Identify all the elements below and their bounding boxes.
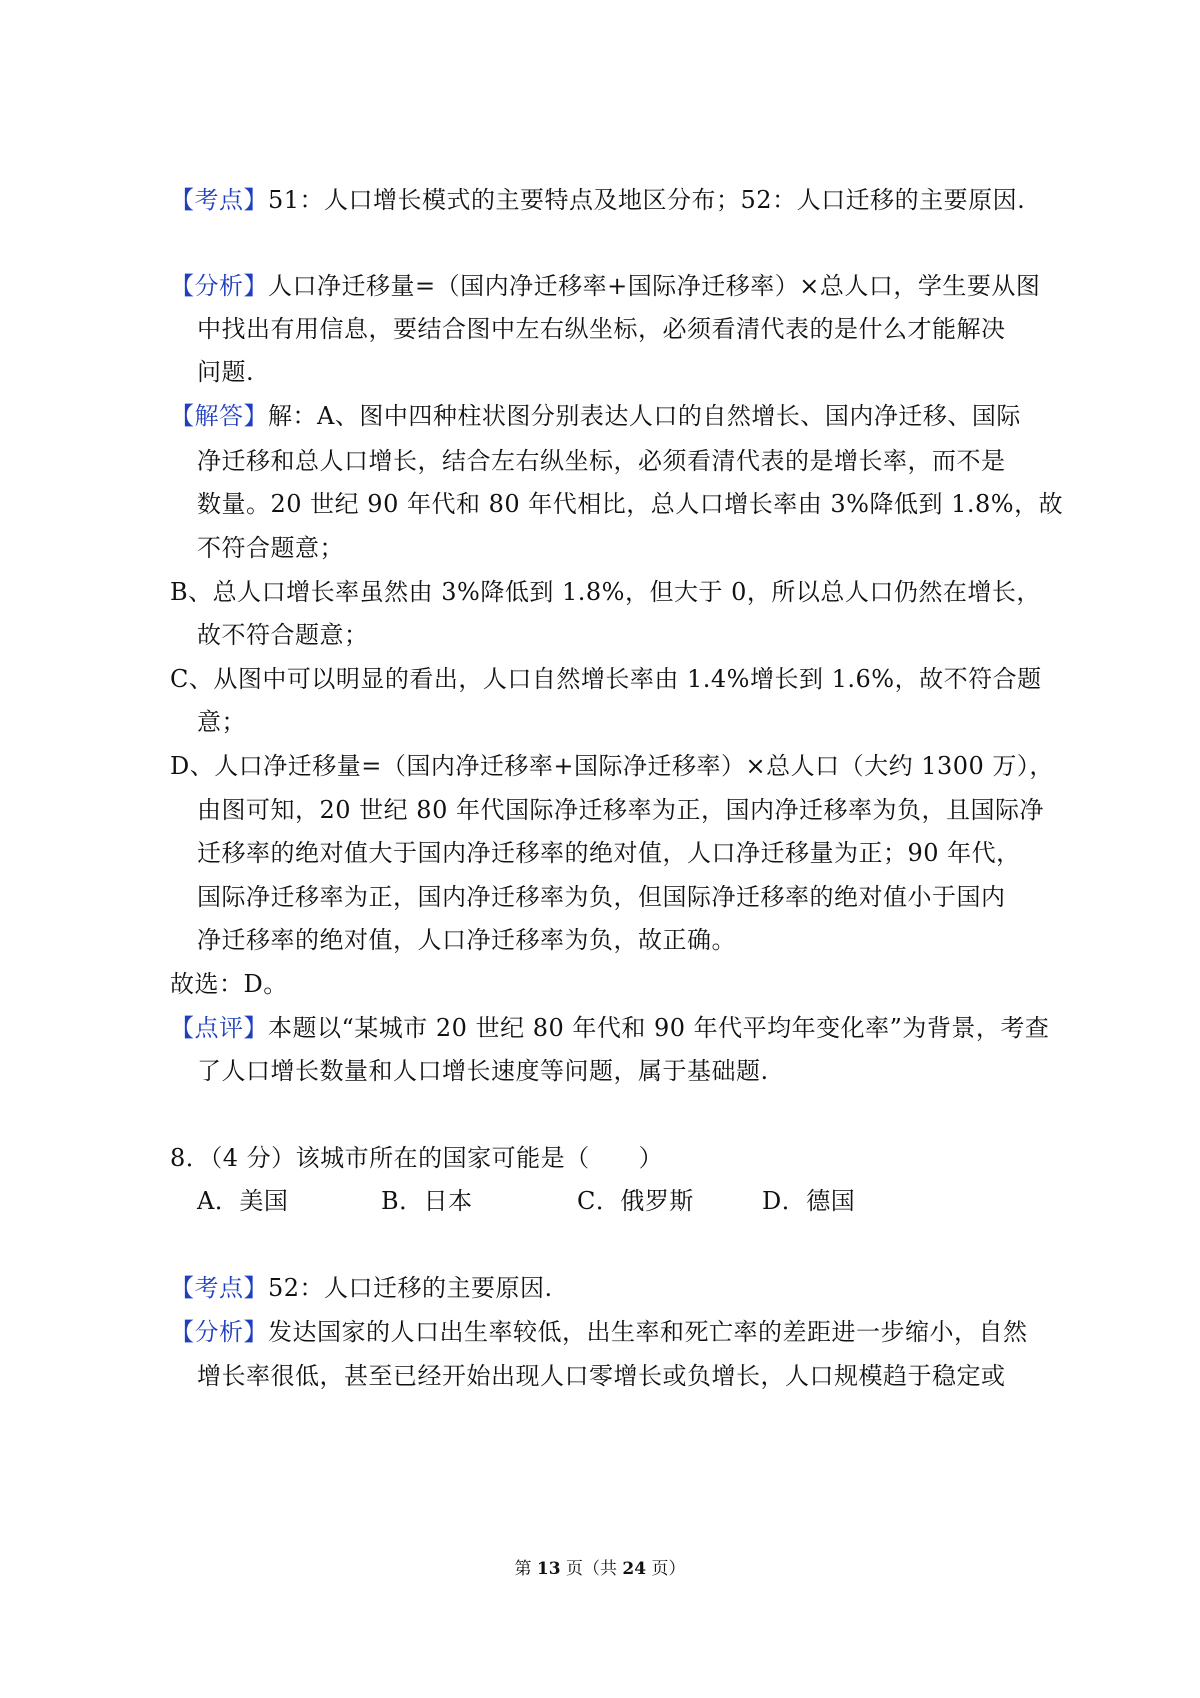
jieda-c-2: 意； (197, 708, 246, 736)
jieda-d-4: 国际净迁移率为正，国内净迁移率为负，但国际净迁移率的绝对值小于国内 (197, 883, 1006, 911)
jieda-d-5: 净迁移率的绝对值，人口净迁移率为负，故正确。 (197, 926, 736, 954)
footer-middle: 页（共 (560, 1559, 623, 1579)
kaodian-text-2: 52：人口迁移的主要原因. (268, 1274, 553, 1302)
question-8-stem: 8．（4 分）该城市所在的国家可能是（ ） (170, 1144, 664, 1172)
dianping-tag: 【点评】 (170, 1014, 268, 1042)
jieda-text-3: 数量。20 世纪 90 年代和 80 年代相比，总人口增长率由 3%降低到 1.8%，故 (197, 490, 1064, 518)
jieda-b-2: 故不符合题意； (197, 621, 369, 649)
jieda-tag: 【解答】 (170, 402, 268, 430)
footer-prefix: 第 (514, 1559, 537, 1579)
jieda-text-1: 解：A、图中四种柱状图分别表达人口的自然增长、国内净迁移、国际 (268, 402, 1021, 430)
fenxi-text-2: 中找出有用信息，要结合图中左右纵坐标，必须看清代表的是什么才能解决 (197, 315, 1006, 343)
fenxi-tag-2: 【分析】 (170, 1318, 268, 1346)
jieda-text-2: 净迁移和总人口增长，结合左右纵坐标，必须看清代表的是增长率，而不是 (197, 447, 1006, 475)
dianping-line-1 (170, 1013, 1049, 1043)
fenxi2-text-2: 增长率很低，甚至已经开始出现人口零增长或负增长，人口规模趋于稳定或 (197, 1362, 1006, 1390)
footer-page-number: 13 (536, 1559, 561, 1579)
fenxi-text-3: 问题. (197, 358, 255, 386)
jieda-d-1: D、人口净迁移量=（国内净迁移率+国际净迁移率）×总人口（大约 1300 万）， (170, 752, 1054, 780)
fenxi-line-1 (170, 271, 1040, 301)
kaodian-text: 51：人口增长模式的主要特点及地区分布；52：人口迁移的主要原因. (268, 186, 1026, 214)
kaodian-tag-2: 【考点】 (170, 1274, 268, 1302)
fenxi-text-1: 人口净迁移量=（国内净迁移率+国际净迁移率）×总人口，学生要从图 (268, 272, 1041, 300)
kaodian-line-1 (170, 185, 1025, 215)
footer-suffix: 页） (646, 1559, 686, 1579)
option-d: D．德国 (762, 1187, 856, 1215)
answer-line: 故选：D。 (170, 970, 288, 998)
jieda-c-1: C、从图中可以明显的看出，人口自然增长率由 1.4%增长到 1.6%，故不符合题 (170, 665, 1042, 693)
fenxi-tag: 【分析】 (170, 272, 268, 300)
dianping-text-1: 本题以“某城市 20 世纪 80 年代和 90 年代平均年变化率”为背景，考查 (268, 1014, 1050, 1042)
page-footer (0, 1558, 1200, 1580)
option-c: C．俄罗斯 (577, 1187, 694, 1215)
jieda-text-4: 不符合题意； (197, 534, 344, 562)
jieda-b-1: B、总人口增长率虽然由 3%降低到 1.8%，但大于 0，所以总人口仍然在增长， (170, 578, 1041, 606)
jieda-d-3: 迁移率的绝对值大于国内净迁移率的绝对值，人口净迁移量为正；90 年代， (197, 839, 1021, 867)
question-8-options (0, 1186, 1200, 1216)
jieda-line-1 (170, 401, 1021, 431)
dianping-text-2: 了人口增长数量和人口增长速度等问题，属于基础题. (197, 1057, 769, 1085)
option-a: A．美国 (197, 1187, 289, 1215)
option-b: B．日本 (381, 1187, 473, 1215)
fenxi2-text-1: 发达国家的人口出生率较低，出生率和死亡率的差距进一步缩小，自然 (268, 1318, 1028, 1346)
footer-total-pages: 24 (622, 1559, 647, 1579)
jieda-d-2: 由图可知，20 世纪 80 年代国际净迁移率为正，国内净迁移率为负，且国际净 (197, 796, 1044, 824)
kaodian-tag: 【考点】 (170, 186, 268, 214)
kaodian-line-2 (170, 1273, 553, 1303)
fenxi2-line-1 (170, 1317, 1028, 1347)
